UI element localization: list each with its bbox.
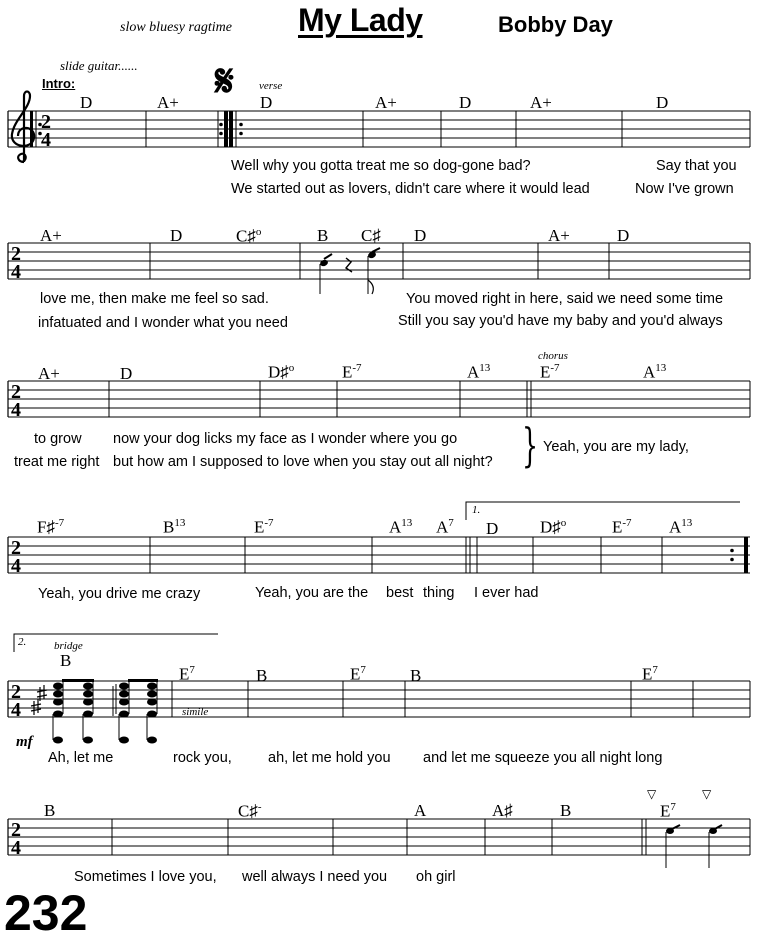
repeat-dot	[239, 132, 243, 136]
repeat-dot	[219, 123, 223, 127]
ending-1-bracket	[466, 502, 740, 520]
lyric-line: best	[386, 585, 414, 601]
repeat-dot	[730, 558, 734, 562]
ending-1-label: 1.	[472, 504, 481, 516]
chord: A+	[548, 226, 570, 245]
chord: $E^7$	[642, 664, 658, 684]
time-signature-bottom: 4	[11, 837, 21, 859]
bridge-label: bridge	[54, 640, 83, 652]
lyric-line: thing	[423, 585, 455, 601]
chord-note-head	[147, 691, 157, 698]
time-signature-bottom: 4	[41, 129, 51, 151]
lyric-line: We started out as lovers, didn't care where it would lead	[231, 181, 590, 197]
chord: D♯$^o$	[540, 517, 567, 537]
chord-note-head	[147, 683, 157, 690]
beam	[62, 679, 94, 682]
chord: B	[560, 801, 572, 820]
chord: B	[317, 226, 329, 245]
chord: A♯	[492, 801, 513, 820]
chord-note-head	[83, 711, 93, 718]
time-signature-top: 2	[41, 111, 51, 133]
chord: $E^{-7}$	[612, 517, 632, 537]
style-note: slow bluesy ragtime	[120, 20, 232, 35]
thick-barline	[229, 111, 233, 147]
note-flag	[368, 280, 373, 294]
chord: D	[656, 93, 669, 112]
chord-note-head	[53, 691, 63, 698]
lyric-line: I ever had	[474, 585, 539, 601]
chord: A	[414, 801, 427, 820]
chord: $E^{-7}$	[342, 362, 362, 382]
chord: D	[486, 519, 499, 538]
repeat-dot	[730, 549, 734, 553]
lyric-line: oh girl	[416, 869, 456, 885]
chord: $E^7$	[350, 664, 366, 684]
lyric-line: Yeah, you drive me crazy	[38, 586, 201, 602]
chord-note-head	[53, 711, 63, 718]
ending-brackets	[14, 502, 740, 652]
beam	[128, 679, 158, 682]
verse-label: verse	[259, 80, 283, 92]
staff-lines	[8, 111, 750, 855]
chord-note-head	[119, 737, 129, 744]
chord: D	[170, 226, 183, 245]
chord: D♯$^o$	[268, 362, 295, 382]
chord: $E^7$	[660, 801, 676, 821]
chord: C♯-	[238, 801, 262, 821]
composer: Bobby Day	[498, 12, 613, 37]
chord-note-head	[147, 711, 157, 718]
chord: C♯$^o$	[236, 226, 262, 246]
chord-note-head	[83, 691, 93, 698]
lyric-line: ah, let me hold you	[268, 750, 391, 766]
chord: C♯	[361, 226, 381, 245]
chord-note-head	[119, 699, 129, 706]
chord: B	[44, 801, 56, 820]
chord: $A^{13}$	[389, 517, 413, 537]
lyric-line: Now I've grown	[635, 181, 734, 197]
barlines	[8, 111, 750, 855]
time-signature-top: 2	[11, 681, 21, 703]
lyric-line: to grow	[34, 431, 82, 447]
dynamic-marking: mf	[16, 734, 33, 750]
chord: $E^7$	[179, 664, 195, 684]
chord: $B^{13}$	[163, 517, 186, 537]
chord: $A^7$	[436, 517, 454, 537]
thick-barline	[744, 537, 748, 573]
segno-icon: 𝄋	[215, 56, 234, 107]
chord-note-head	[119, 683, 129, 690]
chord: A+	[38, 364, 60, 383]
time-signature-top: 2	[11, 381, 21, 403]
lyric-line: Still you say you'd have my baby and you'd always	[398, 313, 723, 329]
song-title: My Lady	[298, 2, 423, 38]
lyric-line: now your dog licks my face as I wonder where you go	[113, 431, 458, 447]
chorus-label: chorus	[538, 350, 568, 362]
simile-label: simile	[182, 706, 209, 718]
time-signature-bottom: 4	[11, 699, 21, 721]
time-signature-bottom: 4	[11, 399, 21, 421]
chord: $A^{13}$	[467, 362, 491, 382]
ending-2-bracket	[14, 634, 218, 652]
chord-note-head	[119, 711, 129, 718]
chord: F♯$^{-7}$	[37, 517, 65, 537]
time-signatures	[11, 111, 51, 859]
lyric-line: rock you,	[173, 750, 232, 766]
lyric-line: Sometimes I love you,	[74, 869, 217, 885]
chord: B	[410, 666, 422, 685]
chord: B	[256, 666, 268, 685]
slide-guitar-note: slide guitar......	[60, 58, 138, 73]
chord-note-head	[53, 683, 63, 690]
chord-note-head	[53, 737, 63, 744]
lyric-line: Yeah, you are the	[255, 585, 369, 601]
lyric-line: well always I need you	[242, 869, 388, 885]
chord-note-head	[53, 699, 63, 706]
chord: D	[260, 93, 273, 112]
lyric-line: You moved right in here, said we need some time	[406, 291, 724, 307]
note-mark	[372, 248, 380, 252]
repeat-dot	[239, 123, 243, 127]
chord: D	[414, 226, 427, 245]
chord: D	[617, 226, 630, 245]
lyric-line: and let me squeeze you all night long	[423, 750, 663, 766]
chord: $A^{13}$	[643, 362, 667, 382]
lyric-line: Ah, let me	[48, 750, 114, 766]
time-signature-bottom: 4	[11, 261, 21, 283]
lyric-line: Yeah, you are my lady,	[543, 439, 689, 455]
chord: B	[60, 651, 72, 670]
intro-label: Intro:	[42, 76, 76, 91]
chord-note-head	[147, 699, 157, 706]
ending-2-label: 2.	[18, 636, 27, 648]
time-signature-top: 2	[11, 243, 21, 265]
chord: D	[120, 364, 133, 383]
repeat-dot	[219, 132, 223, 136]
chord: D	[80, 93, 93, 112]
page-number: 232	[4, 885, 88, 941]
chord: A+	[40, 226, 62, 245]
note-head	[319, 259, 329, 267]
chord: A+	[530, 93, 552, 112]
fermata-icon: ▽	[702, 787, 712, 801]
chord-note-head	[147, 737, 157, 744]
lyric-line: Well why you gotta treat me so dog-gone bad?	[231, 158, 531, 174]
lyric-line: love me, then make me feel so sad.	[40, 291, 269, 307]
chord: $A^{13}$	[669, 517, 693, 537]
chord-note-head	[83, 737, 93, 744]
fermata-icon: ▽	[647, 787, 657, 801]
brace-icon: }	[522, 418, 539, 472]
chord: $E^{-7}$	[540, 362, 560, 382]
time-signature-top: 2	[11, 537, 21, 559]
lyric-line: treat me right	[14, 454, 100, 470]
chord: $E^{-7}$	[254, 517, 274, 537]
lyric-line: infatuated and I wonder what you need	[38, 315, 288, 331]
chord: A+	[375, 93, 397, 112]
time-signature-top: 2	[11, 819, 21, 841]
bridge-chord-notes	[53, 679, 158, 744]
chord-note-head	[83, 683, 93, 690]
chord-note-head	[83, 699, 93, 706]
note-mark	[324, 254, 332, 259]
chord-note-head	[119, 691, 129, 698]
chord: A+	[157, 93, 179, 112]
lyric-line: but how am I supposed to love when you stay out all night?	[113, 454, 493, 470]
chord: D	[459, 93, 472, 112]
time-signature-bottom: 4	[11, 555, 21, 577]
lyric-line: Say that you	[656, 158, 737, 174]
